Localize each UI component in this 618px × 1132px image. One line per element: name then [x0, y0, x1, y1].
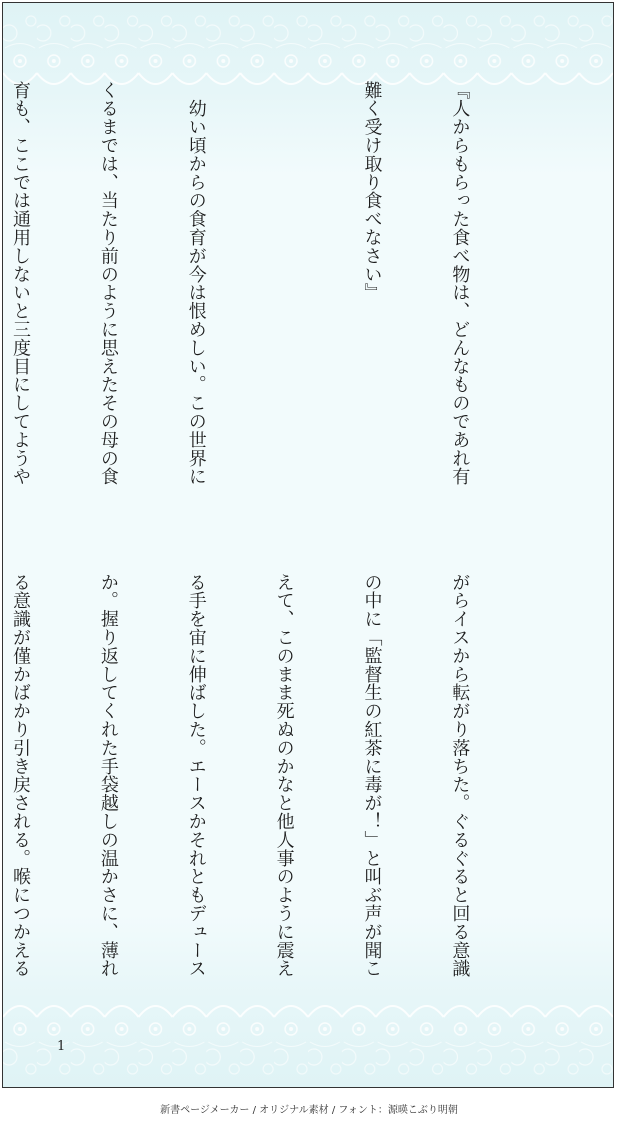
lace-border-top	[3, 3, 613, 93]
text-line: 幼い頃からの食育が今は恨めしい。この世界に	[185, 81, 207, 486]
text-line: えて、このまま死ぬのかなと他人事のように震え	[273, 573, 295, 978]
upper-text-block	[9, 81, 533, 521]
text-line: る手を宙に伸ばした。エースかそれともデュース	[185, 573, 207, 978]
text-line: 育も、ここでは通用しないと三度目にしてようや	[9, 81, 31, 486]
book-page	[2, 2, 614, 1088]
text-line: 難く受け取り食べなさい』	[361, 81, 383, 302]
credit-footer: 新書ページメーカー / オリジナル素材 / フォント：源暎こぶり明朝	[160, 1105, 458, 1116]
text-line	[269, 81, 298, 521]
text-line: る意識が僅かばかり引き戻される。喉につかえる	[9, 573, 31, 978]
text-line: くるまでは、当たり前のように思えたその母の食	[97, 81, 119, 486]
text-line: 『人からもらった食べ物は、どんなものであれ有	[449, 81, 471, 486]
text-line: の中に「監督生の紅茶に毒が！」と叫ぶ声が聞こ	[361, 573, 383, 978]
lower-text-block	[9, 573, 533, 1013]
page-number: 1	[57, 1039, 66, 1054]
text-line: か。握り返してくれた手袋越しの温かさに、薄れ	[97, 573, 119, 978]
text-line: がらイスから転がり落ちた。ぐるぐると回る意識	[449, 573, 471, 978]
